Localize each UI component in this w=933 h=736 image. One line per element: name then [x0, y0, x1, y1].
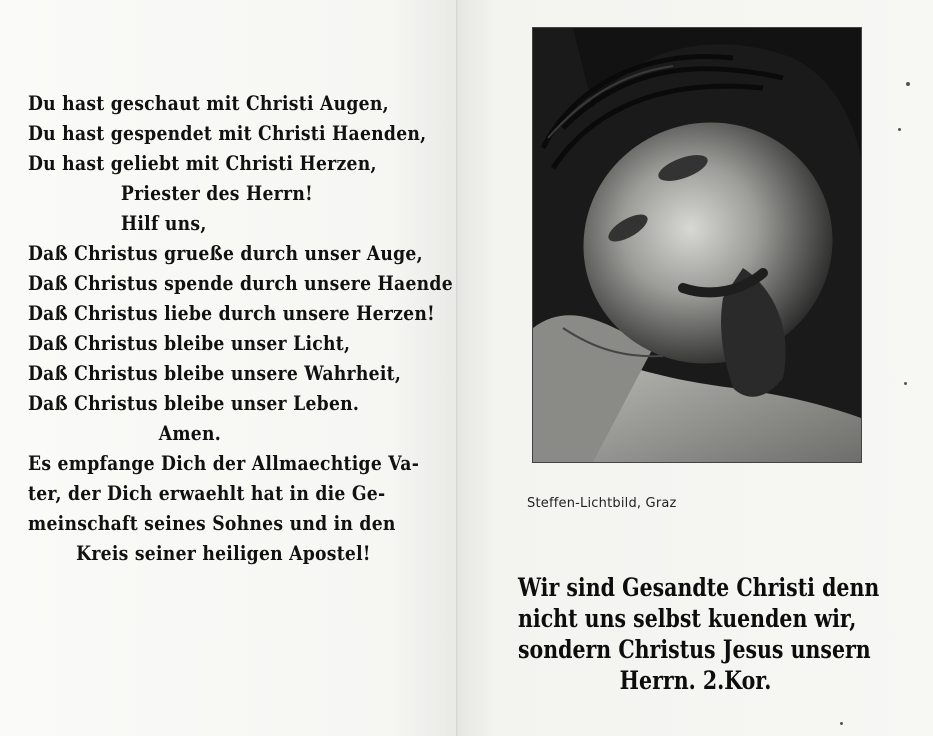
paper-speck: [840, 722, 843, 725]
bible-verse: [518, 572, 880, 696]
verse-line: sondern Christus Jesus unsern: [518, 635, 871, 664]
poem-line: meinschaft seines Sohnes und in den: [28, 511, 396, 535]
poem-line: Hilf uns,: [120, 211, 207, 235]
poem-line: Kreis seiner heiligen Apostel!: [76, 541, 371, 565]
verse-line: Wir sind Gesandte Christi denn: [518, 573, 880, 602]
crucified-christ-photo-icon: [533, 28, 861, 462]
poem-line: Du hast geliebt mit Christi Herzen,: [28, 151, 377, 175]
paper-speck: [898, 128, 901, 131]
left-page: [0, 0, 458, 736]
poem-line: Daß Christus bleibe unsere Wahrheit,: [28, 361, 402, 385]
verse-line: nicht uns selbst kuenden wir,: [518, 604, 857, 633]
poem-line: Du hast geschaut mit Christi Augen,: [28, 91, 389, 115]
verse-line: Herrn. 2.Kor.: [619, 666, 772, 695]
paper-speck: [906, 82, 910, 86]
poem-line: Daß Christus spende durch unsere Haende: [28, 271, 453, 295]
photo-caption: Steffen-Lichtbild, Graz: [527, 496, 677, 511]
photo-illustration: [533, 28, 861, 462]
poem-line: Daß Christus bleibe unser Licht,: [28, 331, 351, 355]
poem-line: Daß Christus liebe durch unsere Herzen!: [28, 301, 435, 325]
poem-line: Es empfange Dich der Allmaechtige Va-: [28, 451, 420, 475]
poem-line: Amen.: [158, 421, 222, 445]
poem-text: [28, 88, 453, 568]
poem-line: Daß Christus grueße durch unser Auge,: [28, 241, 423, 265]
poem-line: Daß Christus bleibe unser Leben.: [28, 391, 360, 415]
poem-line: Priester des Herrn!: [120, 181, 313, 205]
poem-line: Du hast gespendet mit Christi Haenden,: [28, 121, 427, 145]
paper-speck: [904, 382, 907, 385]
poem-line: ter, der Dich erwaehlt hat in die Ge-: [28, 481, 386, 505]
